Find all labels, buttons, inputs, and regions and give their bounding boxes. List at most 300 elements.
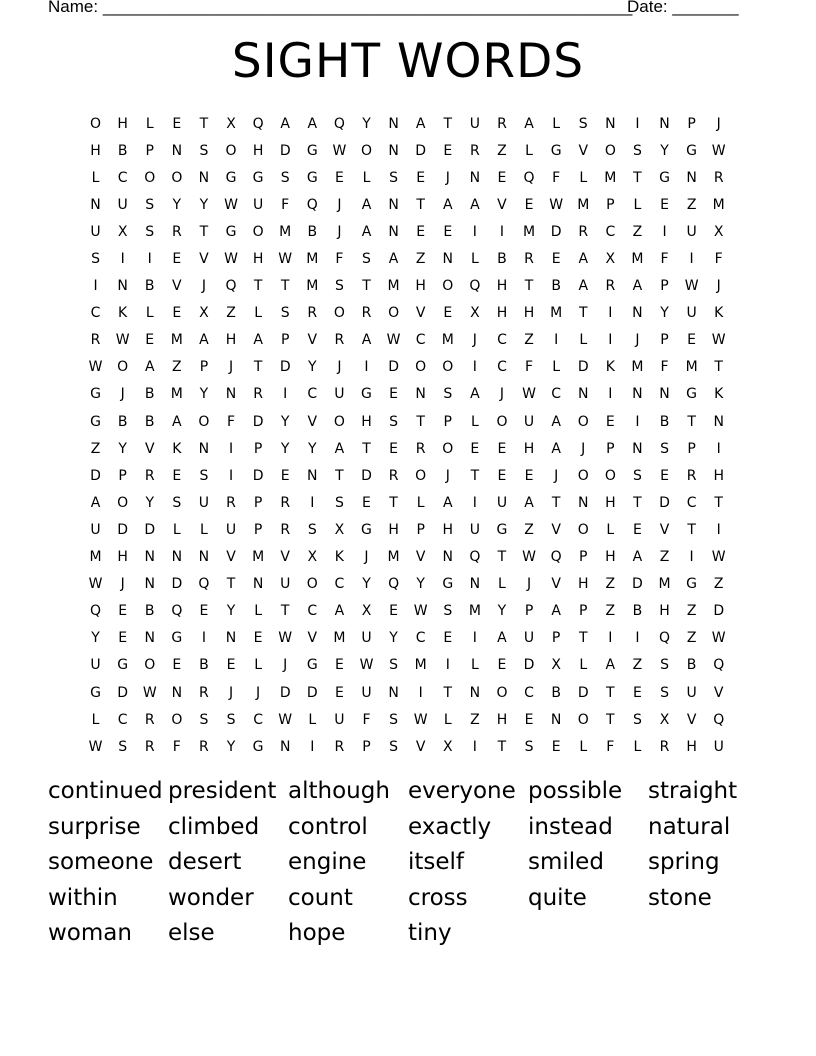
grid-letter: Y bbox=[91, 630, 100, 647]
grid-letter: W bbox=[359, 657, 374, 674]
grid-letter: N bbox=[632, 386, 643, 403]
grid-letter: O bbox=[333, 413, 345, 430]
grid-letter: O bbox=[171, 169, 183, 186]
grid-letter: F bbox=[552, 169, 561, 186]
grid-letter: J bbox=[445, 467, 450, 484]
grid-letter: I bbox=[93, 278, 98, 295]
grid-letter: K bbox=[172, 440, 182, 457]
grid-letter: O bbox=[577, 521, 589, 538]
word-bank-item: stone bbox=[648, 884, 712, 911]
grid-letter: Y bbox=[145, 494, 155, 511]
grid-letter: R bbox=[144, 738, 155, 755]
grid-letter: S bbox=[660, 684, 669, 701]
grid-letter: U bbox=[361, 630, 372, 647]
grid-letter: V bbox=[497, 196, 507, 213]
grid-letter: S bbox=[91, 251, 100, 268]
word-bank-item: continued bbox=[48, 778, 163, 804]
grid-letter: A bbox=[388, 251, 399, 268]
grid-letter: T bbox=[633, 169, 642, 186]
grid-letter: T bbox=[714, 494, 723, 511]
grid-letter: X bbox=[605, 251, 616, 268]
grid-letter: W bbox=[549, 196, 564, 213]
grid-letter: T bbox=[443, 684, 453, 701]
grid-letter: L bbox=[552, 115, 561, 132]
grid-letter: T bbox=[633, 494, 642, 511]
grid-letter: T bbox=[578, 630, 588, 647]
grid-letter: G bbox=[171, 630, 183, 647]
grid-letter: M bbox=[252, 549, 265, 566]
grid-letter: J bbox=[120, 386, 125, 403]
grid-letter: G bbox=[252, 738, 264, 755]
grid-letter: O bbox=[442, 440, 454, 457]
grid-letter: R bbox=[144, 467, 155, 484]
grid-letter: I bbox=[472, 223, 477, 240]
grid-letter: R bbox=[361, 305, 372, 322]
grid-letter: Q bbox=[713, 711, 725, 728]
date-label: Date: bbox=[627, 0, 668, 16]
grid-letter: M bbox=[631, 251, 644, 268]
grid-letter: Y bbox=[389, 630, 398, 647]
grid-letter: N bbox=[279, 738, 291, 755]
grid-letter: P bbox=[145, 142, 154, 159]
grid-letter: Z bbox=[524, 521, 534, 538]
grid-letter: J bbox=[201, 278, 206, 295]
grid-letter: J bbox=[228, 359, 234, 376]
word-bank-item: engine bbox=[288, 849, 367, 876]
grid-letter: B bbox=[144, 386, 155, 403]
grid-letter: X bbox=[334, 521, 345, 538]
grid-letter: I bbox=[310, 738, 315, 755]
grid-letter: I bbox=[472, 738, 477, 755]
grid-letter: B bbox=[497, 251, 507, 268]
grid-letter: U bbox=[496, 494, 508, 511]
grid-letter: W bbox=[711, 630, 726, 647]
grid-letter: N bbox=[225, 386, 237, 403]
grid-letter: X bbox=[551, 657, 561, 674]
grid-letter: A bbox=[578, 278, 589, 295]
grid-letter: P bbox=[606, 440, 615, 457]
grid-letter: R bbox=[144, 711, 155, 728]
grid-letter: E bbox=[605, 413, 615, 430]
grid-letter: N bbox=[659, 386, 670, 403]
grid-letter: Y bbox=[660, 305, 669, 322]
grid-letter: G bbox=[686, 576, 698, 593]
grid-letter: D bbox=[415, 142, 427, 159]
grid-letter: Y bbox=[362, 576, 371, 593]
grid-letter: D bbox=[117, 684, 129, 701]
grid-letter: O bbox=[442, 278, 454, 295]
grid-letter: D bbox=[279, 684, 291, 701]
grid-letter: A bbox=[307, 115, 318, 132]
grid-letter: P bbox=[579, 549, 588, 566]
grid-letter: L bbox=[552, 359, 561, 376]
grid-letter: Z bbox=[90, 440, 101, 457]
grid-letter: O bbox=[117, 494, 129, 511]
word-bank-item: someone bbox=[48, 849, 154, 876]
grid-letter: N bbox=[252, 576, 264, 593]
grid-letter: U bbox=[90, 657, 101, 674]
grid-letter: G bbox=[361, 386, 372, 403]
grid-letter: H bbox=[117, 115, 128, 132]
grid-letter: J bbox=[256, 684, 261, 701]
word-bank-item: else bbox=[168, 920, 215, 947]
grid-letter: G bbox=[306, 142, 318, 159]
grid-letter: E bbox=[497, 657, 507, 674]
grid-letter: T bbox=[606, 711, 615, 728]
grid-letter: U bbox=[523, 413, 535, 430]
grid-letter: T bbox=[416, 413, 425, 430]
grid-letter: I bbox=[608, 386, 613, 403]
word-bank-item: cross bbox=[408, 884, 468, 911]
grid-letter: S bbox=[632, 142, 642, 159]
grid-letter: T bbox=[416, 196, 425, 213]
name-label: Name: bbox=[48, 0, 99, 16]
grid-letter: H bbox=[442, 521, 454, 538]
word-bank-item: control bbox=[288, 813, 368, 840]
grid-letter: Q bbox=[388, 576, 400, 593]
grid-letter: P bbox=[362, 738, 371, 755]
grid-letter: C bbox=[307, 603, 318, 620]
grid-letter: E bbox=[334, 684, 344, 701]
word-bank-item: desert bbox=[168, 849, 242, 876]
grid-letter: U bbox=[280, 576, 291, 593]
grid-letter: O bbox=[117, 359, 129, 376]
grid-letter: O bbox=[144, 169, 156, 186]
grid-letter: S bbox=[280, 169, 290, 186]
grid-letter: E bbox=[524, 711, 534, 728]
grid-letter: I bbox=[716, 521, 721, 538]
grid-letter: H bbox=[361, 413, 372, 430]
grid-letter: Z bbox=[497, 142, 507, 159]
grid-letter: S bbox=[443, 386, 453, 403]
grid-letter: V bbox=[578, 142, 589, 159]
grid-letter: X bbox=[117, 223, 128, 240]
grid-letter: L bbox=[579, 738, 588, 755]
grid-letter: A bbox=[361, 332, 372, 349]
grid-letter: W bbox=[332, 142, 347, 159]
grid-letter: A bbox=[551, 603, 561, 620]
grid-letter: U bbox=[334, 711, 345, 728]
grid-letter: S bbox=[632, 467, 642, 484]
grid-letter: E bbox=[118, 630, 128, 647]
grid-letter: M bbox=[685, 359, 698, 376]
grid-letter: L bbox=[633, 196, 642, 213]
grid-letter: Y bbox=[280, 413, 290, 430]
grid-letter: N bbox=[171, 142, 183, 159]
grid-letter: S bbox=[280, 305, 290, 322]
grid-letter: T bbox=[335, 467, 344, 484]
grid-letter: Z bbox=[524, 332, 534, 349]
grid-letter: S bbox=[632, 711, 642, 728]
grid-letter: N bbox=[632, 305, 643, 322]
grid-letter: R bbox=[713, 169, 724, 186]
grid-letter: S bbox=[362, 251, 371, 268]
grid-letter: Q bbox=[333, 115, 345, 132]
date-blank: _______ bbox=[672, 0, 739, 16]
grid-letter: I bbox=[689, 549, 694, 566]
grid-letter: Y bbox=[199, 386, 209, 403]
grid-letter: N bbox=[144, 549, 155, 566]
grid-letter: N bbox=[469, 169, 481, 186]
word-bank-item: within bbox=[48, 884, 118, 911]
grid-letter: E bbox=[389, 440, 398, 457]
word-bank-item: although bbox=[288, 778, 390, 804]
grid-letter: X bbox=[659, 711, 670, 728]
grid-letter: G bbox=[442, 576, 454, 593]
grid-letter: P bbox=[280, 332, 290, 349]
grid-letter: J bbox=[337, 223, 342, 240]
grid-letter: V bbox=[659, 521, 670, 538]
grid-letter: O bbox=[604, 142, 616, 159]
grid-letter: I bbox=[662, 223, 667, 240]
grid-letter: K bbox=[334, 549, 344, 566]
grid-letter: R bbox=[469, 142, 480, 159]
grid-letter: N bbox=[307, 467, 318, 484]
grid-letter: B bbox=[632, 603, 643, 620]
grid-letter: I bbox=[418, 684, 423, 701]
grid-letter: S bbox=[334, 278, 344, 295]
grid-letter: Y bbox=[308, 440, 317, 457]
grid-letter: N bbox=[577, 494, 589, 511]
grid-letter: W bbox=[711, 142, 726, 159]
grid-letter: O bbox=[252, 223, 264, 240]
grid-letter: U bbox=[225, 521, 237, 538]
grid-letter: I bbox=[310, 494, 315, 511]
grid-letter: T bbox=[606, 684, 615, 701]
grid-letter: E bbox=[443, 142, 453, 159]
grid-letter: Y bbox=[280, 440, 290, 457]
grid-letter: E bbox=[199, 603, 209, 620]
grid-letter: T bbox=[714, 359, 723, 376]
grid-letter: L bbox=[91, 711, 100, 728]
grid-letter: Y bbox=[226, 603, 236, 620]
grid-letter: E bbox=[416, 223, 426, 240]
grid-letter: R bbox=[226, 494, 236, 511]
grid-letter: E bbox=[172, 467, 182, 484]
word-bank-item: wonder bbox=[168, 884, 254, 911]
grid-letter: J bbox=[337, 359, 342, 376]
grid-letter: S bbox=[118, 738, 128, 755]
grid-letter: W bbox=[88, 359, 103, 376]
grid-letter: E bbox=[334, 169, 344, 186]
word-bank-item: president bbox=[168, 778, 277, 804]
word-bank-item: climbed bbox=[168, 813, 260, 840]
grid-letter: E bbox=[334, 657, 344, 674]
grid-letter: C bbox=[90, 305, 101, 322]
grid-letter: D bbox=[252, 413, 264, 430]
word-bank bbox=[48, 778, 768, 956]
grid-letter: O bbox=[415, 467, 427, 484]
grid-letter: D bbox=[279, 142, 291, 159]
grid-letter: G bbox=[306, 657, 318, 674]
grid-letter: A bbox=[144, 359, 155, 376]
grid-letter: R bbox=[686, 467, 697, 484]
grid-letter: U bbox=[361, 684, 372, 701]
grid-letter: T bbox=[497, 549, 507, 566]
grid-letter: W bbox=[684, 278, 699, 295]
grid-letter: B bbox=[199, 657, 209, 674]
grid-letter: I bbox=[201, 630, 206, 647]
grid-letter: M bbox=[89, 549, 102, 566]
grid-letter: R bbox=[90, 332, 101, 349]
grid-letter: N bbox=[442, 251, 453, 268]
grid-letter: L bbox=[443, 711, 452, 728]
grid-letter: A bbox=[470, 386, 480, 403]
grid-letter: P bbox=[579, 603, 588, 620]
header-line bbox=[48, 0, 748, 19]
grid-letter: N bbox=[198, 549, 210, 566]
grid-letter: H bbox=[415, 278, 426, 295]
grid-letter: D bbox=[632, 576, 643, 593]
grid-letter: I bbox=[499, 223, 505, 240]
grid-letter: L bbox=[254, 657, 263, 674]
grid-letter: N bbox=[171, 684, 183, 701]
grid-letter: Q bbox=[306, 196, 318, 213]
grid-letter: T bbox=[199, 115, 209, 132]
grid-letter: J bbox=[120, 576, 125, 593]
grid-letter: C bbox=[117, 711, 128, 728]
grid-letter: E bbox=[118, 603, 128, 620]
grid-letter: A bbox=[470, 196, 480, 213]
grid-letter: V bbox=[415, 738, 426, 755]
grid-letter: S bbox=[334, 494, 344, 511]
grid-letter: Y bbox=[118, 440, 127, 457]
grid-letter: H bbox=[577, 576, 589, 593]
grid-letter: V bbox=[551, 576, 561, 593]
grid-letter: T bbox=[443, 115, 453, 132]
grid-letter: G bbox=[659, 169, 670, 186]
grid-letter: W bbox=[88, 738, 103, 755]
grid-letter: E bbox=[443, 223, 453, 240]
grid-letter: H bbox=[686, 738, 697, 755]
word-bank-item: woman bbox=[48, 920, 132, 947]
grid-letter: B bbox=[307, 223, 318, 240]
grid-letter: C bbox=[686, 494, 697, 511]
grid-letter: K bbox=[714, 305, 724, 322]
grid-letter: I bbox=[283, 386, 288, 403]
grid-letter: I bbox=[364, 359, 369, 376]
grid-letter: D bbox=[388, 359, 399, 376]
grid-letter: R bbox=[524, 251, 534, 268]
grid-letter: V bbox=[199, 251, 209, 268]
grid-letter: A bbox=[632, 549, 643, 566]
grid-letter: D bbox=[361, 467, 372, 484]
grid-letter: T bbox=[551, 494, 561, 511]
grid-letter: P bbox=[199, 359, 209, 376]
grid-letter: U bbox=[198, 494, 210, 511]
grid-letter: S bbox=[578, 115, 588, 132]
word-bank-item: exactly bbox=[408, 813, 492, 840]
word-bank-item: quite bbox=[528, 884, 587, 911]
grid-letter: Q bbox=[469, 549, 481, 566]
grid-letter: E bbox=[280, 467, 290, 484]
grid-letter: I bbox=[635, 413, 640, 430]
grid-letter: Z bbox=[415, 251, 426, 268]
grid-letter: W bbox=[142, 684, 157, 701]
grid-letter: S bbox=[660, 657, 669, 674]
letter-grid bbox=[82, 110, 732, 760]
grid-letter: L bbox=[525, 142, 533, 159]
grid-letter: F bbox=[281, 196, 290, 213]
grid-letter: U bbox=[686, 684, 697, 701]
grid-letter: O bbox=[604, 467, 616, 484]
grid-letter: C bbox=[497, 332, 507, 349]
grid-letter: N bbox=[388, 684, 399, 701]
grid-letter: S bbox=[226, 711, 236, 728]
grid-letter: L bbox=[145, 115, 154, 132]
grid-letter: B bbox=[551, 684, 561, 701]
grid-letter: M bbox=[604, 169, 617, 186]
grid-letter: Q bbox=[469, 278, 481, 295]
grid-letter: E bbox=[497, 467, 507, 484]
grid-letter: T bbox=[389, 494, 398, 511]
grid-letter: L bbox=[254, 603, 263, 620]
grid-letter: T bbox=[524, 278, 534, 295]
grid-letter: D bbox=[279, 359, 291, 376]
grid-letter: T bbox=[253, 278, 263, 295]
grid-letter: E bbox=[524, 467, 534, 484]
grid-letter: V bbox=[307, 630, 318, 647]
grid-letter: L bbox=[91, 169, 100, 186]
grid-letter: L bbox=[633, 738, 642, 755]
grid-letter: W bbox=[224, 251, 238, 268]
grid-letter: E bbox=[253, 630, 263, 647]
grid-letter: E bbox=[226, 657, 236, 674]
grid-letter: D bbox=[713, 603, 725, 620]
grid-letter: Z bbox=[226, 305, 236, 322]
grid-letter: V bbox=[415, 305, 426, 322]
grid-letter: V bbox=[686, 711, 697, 728]
grid-letter: D bbox=[144, 521, 156, 538]
grid-letter: Q bbox=[171, 603, 183, 620]
grid-letter: E bbox=[470, 440, 480, 457]
grid-letter: E bbox=[389, 386, 398, 403]
grid-letter: E bbox=[497, 440, 507, 457]
grid-letter: M bbox=[441, 332, 454, 349]
grid-letter: H bbox=[605, 494, 616, 511]
grid-letter: T bbox=[362, 278, 371, 295]
grid-letter: Y bbox=[362, 115, 371, 132]
grid-letter: W bbox=[522, 549, 536, 566]
grid-letter: W bbox=[224, 196, 238, 213]
grid-letter: U bbox=[686, 223, 697, 240]
grid-letter: S bbox=[389, 738, 399, 755]
grid-letter: Q bbox=[550, 549, 562, 566]
grid-letter: H bbox=[496, 711, 508, 728]
grid-letter: A bbox=[442, 494, 453, 511]
grid-letter: M bbox=[279, 223, 292, 240]
grid-letter: J bbox=[337, 196, 342, 213]
grid-letter: I bbox=[716, 440, 721, 457]
grid-letter: N bbox=[198, 169, 210, 186]
grid-letter: A bbox=[280, 115, 290, 132]
grid-letter: P bbox=[443, 413, 452, 430]
grid-letter: P bbox=[524, 603, 534, 620]
grid-letter: L bbox=[470, 413, 479, 430]
grid-letter: Y bbox=[660, 142, 669, 159]
grid-letter: K bbox=[118, 305, 128, 322]
name-blank: ________________________________________________________ bbox=[102, 0, 633, 16]
grid-letter: U bbox=[686, 305, 697, 322]
grid-letter: N bbox=[144, 630, 155, 647]
grid-letter: X bbox=[470, 305, 480, 322]
grid-letter: T bbox=[226, 576, 236, 593]
grid-letter: F bbox=[606, 738, 615, 755]
grid-letter: E bbox=[551, 251, 561, 268]
grid-letter: J bbox=[635, 332, 640, 349]
word-bank-item: natural bbox=[648, 813, 731, 840]
grid-letter: V bbox=[551, 521, 561, 538]
